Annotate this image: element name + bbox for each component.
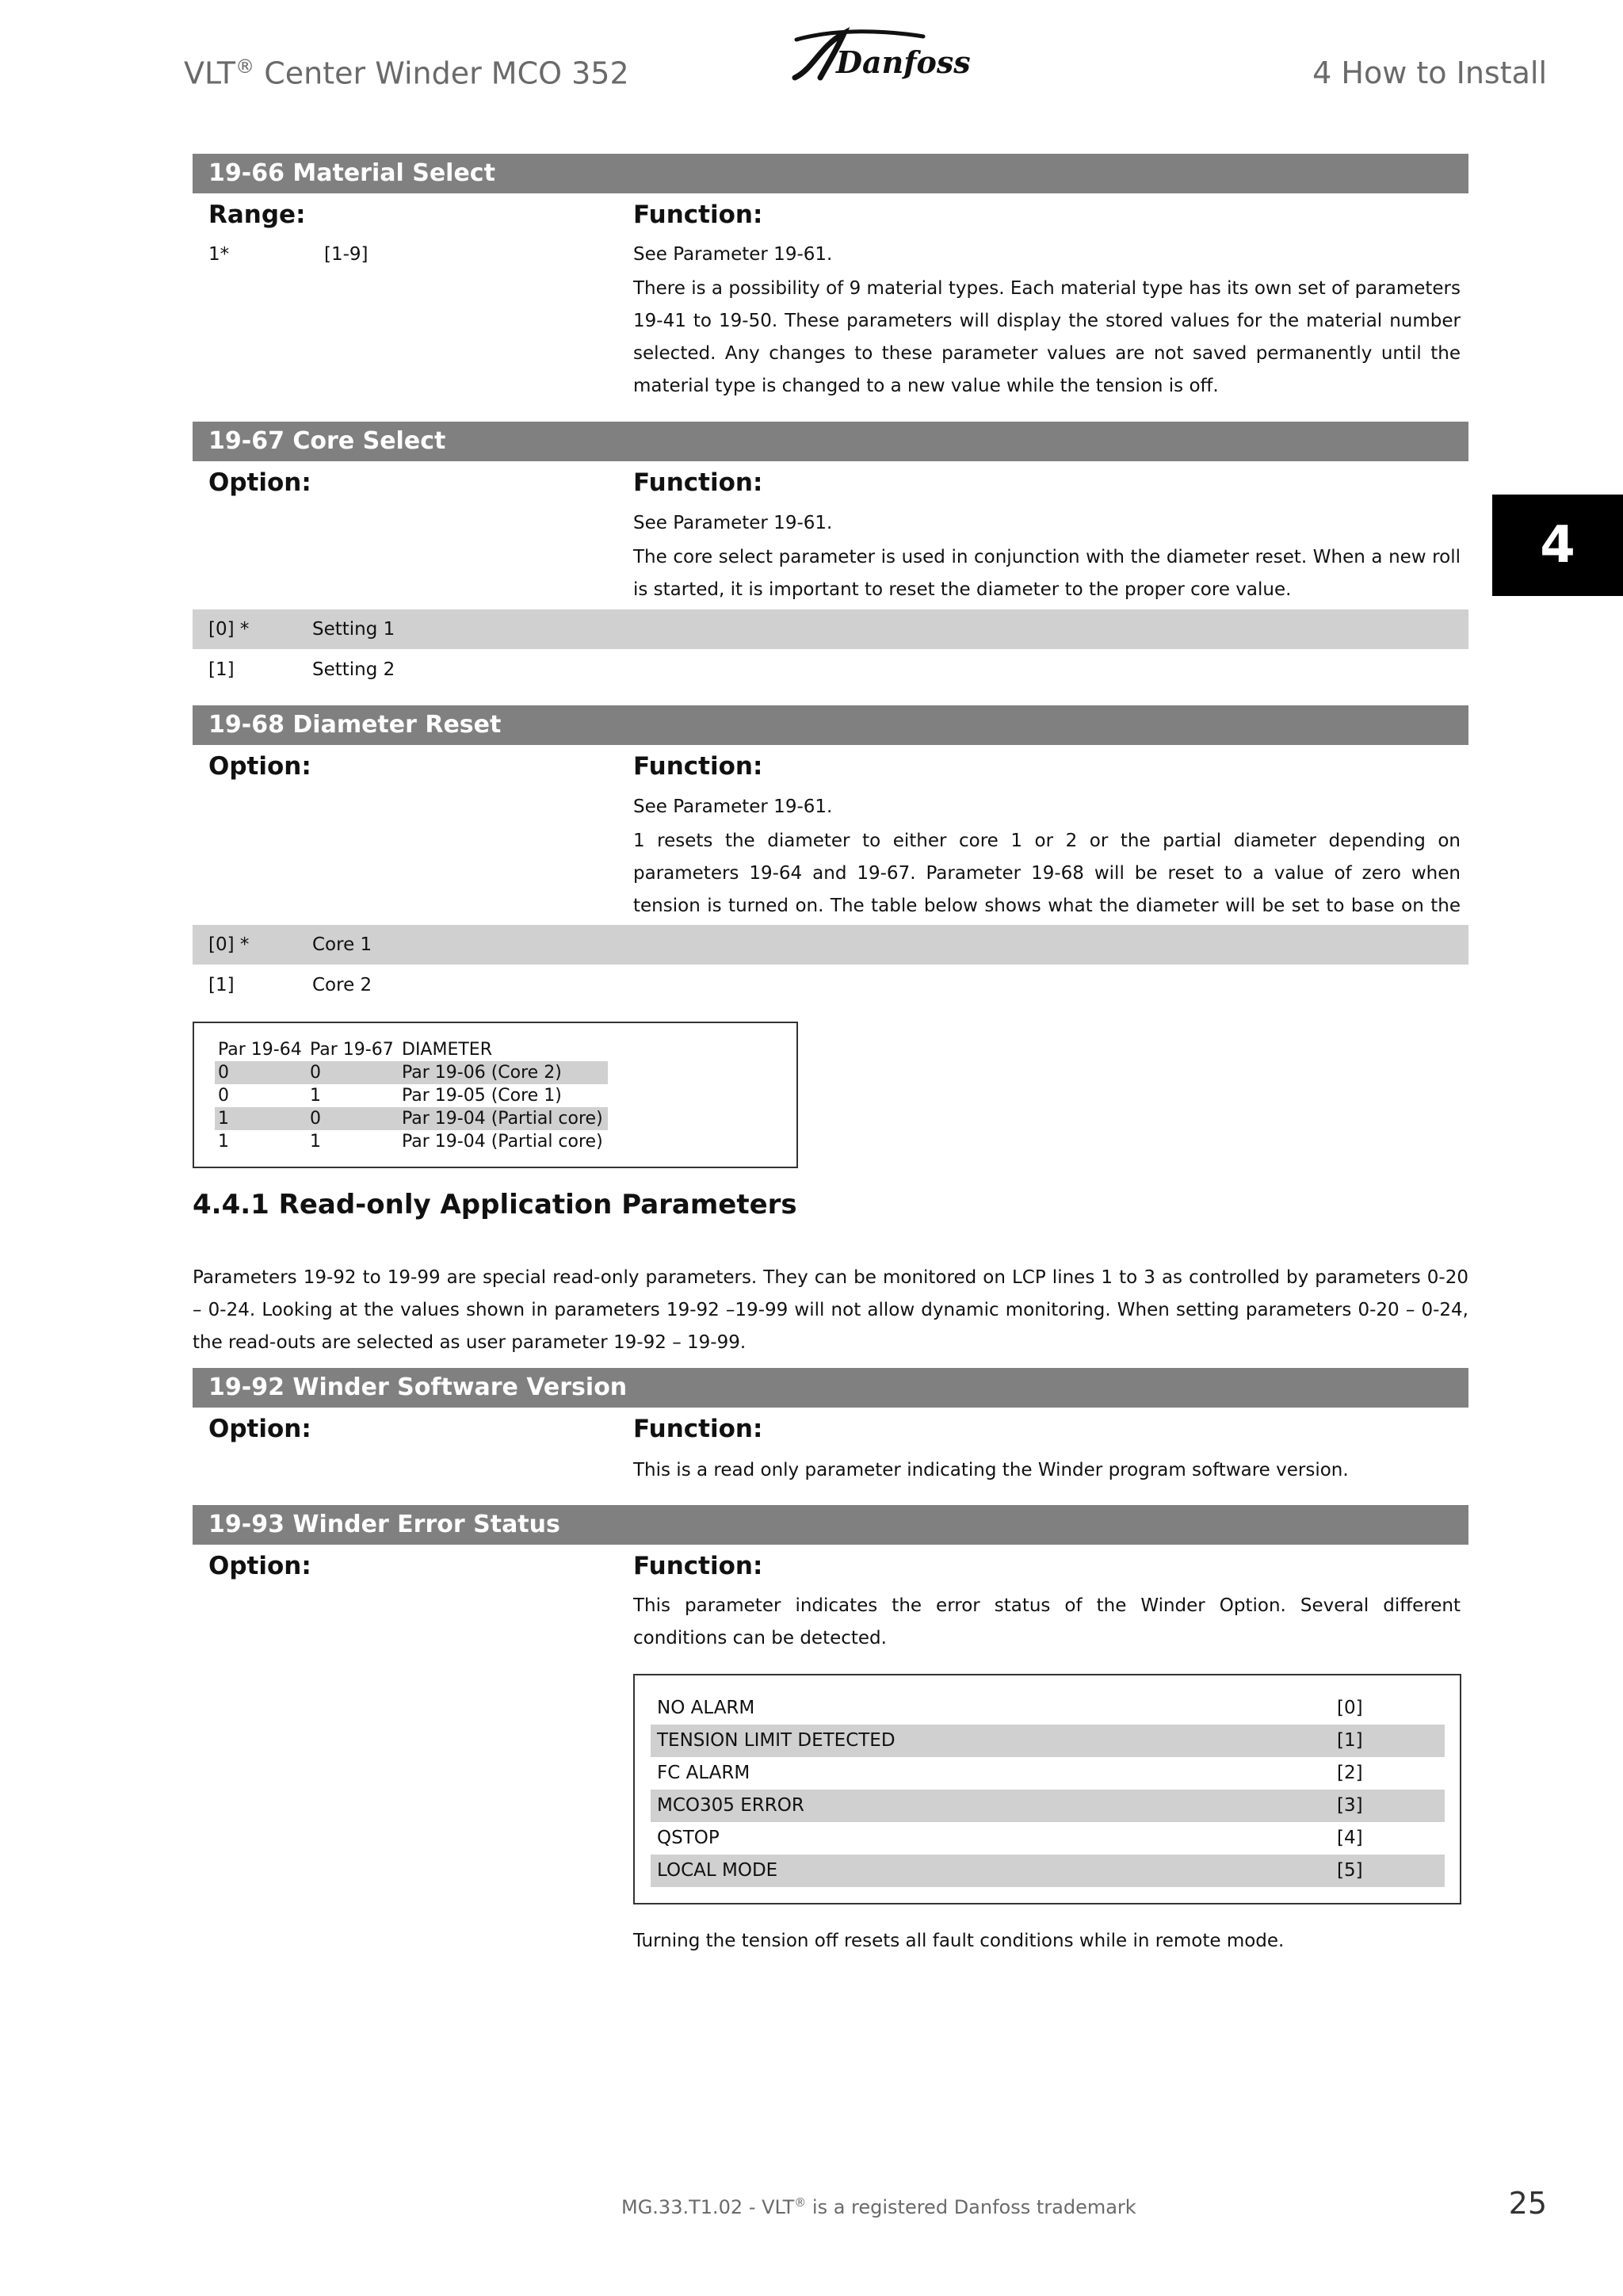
option-heading: Option: (208, 1552, 311, 1580)
table-row: QSTOP [4] (657, 1828, 1363, 1848)
function-heading: Function: (633, 1415, 763, 1443)
see-parameter-text: See Parameter 19-61. (633, 513, 833, 533)
table-row: 1 1 Par 19-04 (Partial core) (218, 1132, 603, 1152)
chapter-tab: 4 (1492, 495, 1623, 596)
option-code: [1] (208, 659, 235, 680)
table-row: 0 0 Par 19-06 (Core 2) (215, 1061, 608, 1084)
param-19-68-title: 19-68 Diameter Reset (193, 705, 1468, 745)
param-19-66-title: 19-66 Material Select (193, 154, 1468, 193)
table-row: TENSION LIMIT DETECTED [1] (651, 1725, 1445, 1757)
table-row: MCO305 ERROR [3] (651, 1790, 1445, 1822)
param-19-93-title: 19-93 Winder Error Status (193, 1505, 1468, 1545)
error-status-table (633, 1674, 1461, 1904)
option-label: Core 1 (312, 934, 372, 955)
param-19-93-description: This parameter indicates the error status of the Winder Option. Several different conditions can be detected. (633, 1595, 1461, 1648)
option-code: [0] * (208, 934, 250, 955)
option-row (193, 965, 1468, 1005)
function-heading: Function: (633, 201, 763, 229)
option-heading: Option: (208, 1415, 311, 1443)
range-default: 1* (208, 244, 230, 265)
param-19-92-description: This is a read only parameter indicating the Winder program software version. (633, 1460, 1349, 1480)
function-heading: Function: (633, 752, 763, 781)
table-row: 1 0 Par 19-04 (Partial core) (215, 1107, 608, 1130)
option-heading: Option: (208, 468, 311, 497)
option-label: Core 2 (312, 975, 372, 995)
table-row: LOCAL MODE [5] (651, 1855, 1445, 1887)
diameter-table (193, 1022, 798, 1168)
param-19-92-title: 19-92 Winder Software Version (193, 1368, 1468, 1408)
table-row: 0 1 Par 19-05 (Core 1) (218, 1086, 562, 1106)
table-header-row: Par 19-64 Par 19-67 DIAMETER (218, 1040, 492, 1060)
section-intro: Parameters 19-92 to 19-99 are special read-only parameters. They can be monitored on LCP lines 1 to 3 as controlled by parameters 0-20 – 0-24. Looking at the values shown in parameters 19-92 –19-99 will not allow dynamic monitoring. When setting parameters 0-20 – 0-24, the read-outs are selected as user parameter 19-92 – 19-99. (193, 1267, 1468, 1353)
running-header-title: VLT® Center Winder MCO 352 (184, 55, 629, 91)
option-label: Setting 2 (312, 659, 395, 680)
param-19-93-note: Turning the tension off resets all fault conditions while in remote mode. (633, 1931, 1285, 1951)
option-heading: Option: (208, 752, 311, 781)
option-row (193, 925, 1468, 965)
option-label: Setting 1 (312, 619, 395, 640)
svg-text:Danfoss: Danfoss (836, 44, 971, 80)
see-parameter-text: See Parameter 19-61. (633, 797, 833, 817)
param-19-68-description: 1 resets the diameter to either core 1 or 2 or the partial diameter depending on parameters 19-64 and 19-67. Parameter 19-68 will be reset to a value of zero when tension is turned on. The table below shows what the diameter will be set to base on the (633, 831, 1461, 916)
option-row (193, 650, 1468, 690)
running-header-chapter: 4 How to Install (1312, 55, 1547, 90)
section-title: 4.4.1 Read-only Application Parameters (193, 1189, 797, 1221)
footer-text: MG.33.T1.02 - VLT® is a registered Danfoss trademark (621, 2195, 1136, 2218)
range-values: [1-9] (324, 244, 369, 265)
table-row: NO ALARM [0] (657, 1698, 1363, 1718)
option-row (193, 609, 1468, 649)
param-19-67-title: 19-67 Core Select (193, 422, 1468, 461)
page-number: 25 (1508, 2186, 1547, 2221)
option-code: [1] (208, 975, 235, 995)
param-19-67-description: The core select parameter is used in conjunction with the diameter reset. When a new roll is started, it is important to reset the diameter to the proper core value. (633, 547, 1461, 600)
option-code: [0] * (208, 619, 250, 640)
param-19-66-description: There is a possibility of 9 material types. Each material type has its own set of parameters 19-41 to 19-50. These parameters will display the stored values for the material number selected. Any changes to these parameter values are not saved permanently until the material type is changed to a new value while the tension is off. (633, 278, 1461, 396)
see-parameter-text: See Parameter 19-61. (633, 244, 833, 265)
function-heading: Function: (633, 1552, 763, 1580)
danfoss-logo (789, 22, 971, 87)
table-row: FC ALARM [2] (657, 1763, 1363, 1783)
function-heading: Function: (633, 468, 763, 497)
range-heading: Range: (208, 201, 306, 229)
